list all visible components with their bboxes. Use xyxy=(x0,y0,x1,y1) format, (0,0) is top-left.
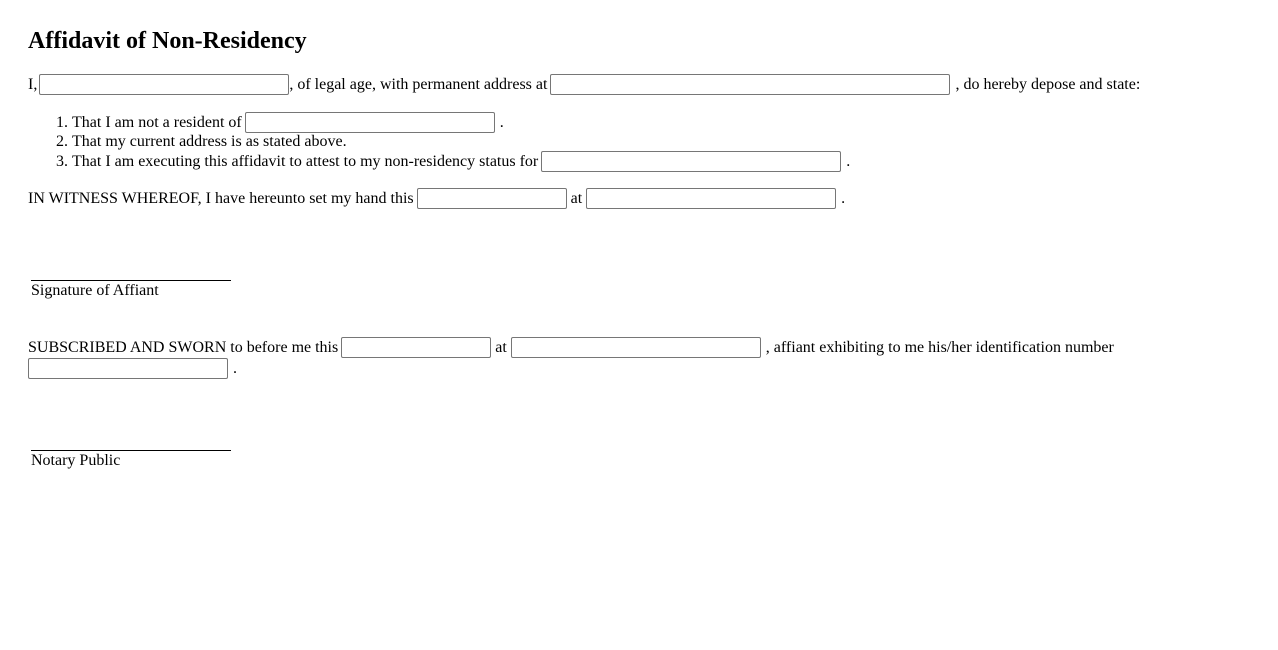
affiant-signature-label: Signature of Affiant xyxy=(31,282,159,299)
statement-1 xyxy=(52,112,504,133)
statement-2 xyxy=(52,132,347,152)
intro-mid: , of legal age, with permanent address at xyxy=(289,75,548,93)
intro-suffix: , do hereby depose and state: xyxy=(955,75,1141,93)
intro-prefix: I, xyxy=(28,75,38,93)
id-number-input[interactable] xyxy=(28,358,228,379)
statement-number: 3. xyxy=(56,152,68,170)
statement-text: That I am not a resident of xyxy=(72,113,242,131)
notary-public-label: Notary Public xyxy=(31,452,121,469)
sworn-suffix: , affiant exhibiting to me his/her identification number xyxy=(765,338,1114,356)
intro-line xyxy=(28,74,1140,95)
sworn-prefix: SUBSCRIBED AND SWORN to before me this xyxy=(28,338,339,356)
sworn-end: . xyxy=(233,359,237,377)
witness-at: at xyxy=(570,189,583,207)
sworn-at: at xyxy=(495,338,507,356)
statement-number: 1. xyxy=(56,113,68,131)
sworn-place-input[interactable] xyxy=(511,337,761,358)
statement-text: That I am executing this affidavit to attest to my non-residency status for xyxy=(72,152,539,170)
sworn-line xyxy=(28,337,1114,358)
statement-3 xyxy=(52,151,850,172)
page-title: Affidavit of Non-Residency xyxy=(28,28,307,54)
non-resident-of-input[interactable] xyxy=(245,112,495,133)
statement-end: . xyxy=(846,152,851,170)
statement-text: That my current address is as stated above. xyxy=(72,133,347,150)
statement-number: 2. xyxy=(56,133,68,150)
status-purpose-input[interactable] xyxy=(541,151,841,172)
witness-end: . xyxy=(841,189,846,207)
sworn-date-input[interactable] xyxy=(341,337,491,358)
statement-end: . xyxy=(499,113,504,131)
witness-line xyxy=(28,188,845,209)
id-number-line xyxy=(28,358,237,379)
permanent-address-input[interactable] xyxy=(550,74,950,95)
witness-date-input[interactable] xyxy=(417,188,567,209)
witness-place-input[interactable] xyxy=(586,188,836,209)
affiant-name-input[interactable] xyxy=(39,74,289,95)
witness-prefix: IN WITNESS WHEREOF, I have hereunto set my hand this xyxy=(28,189,414,207)
